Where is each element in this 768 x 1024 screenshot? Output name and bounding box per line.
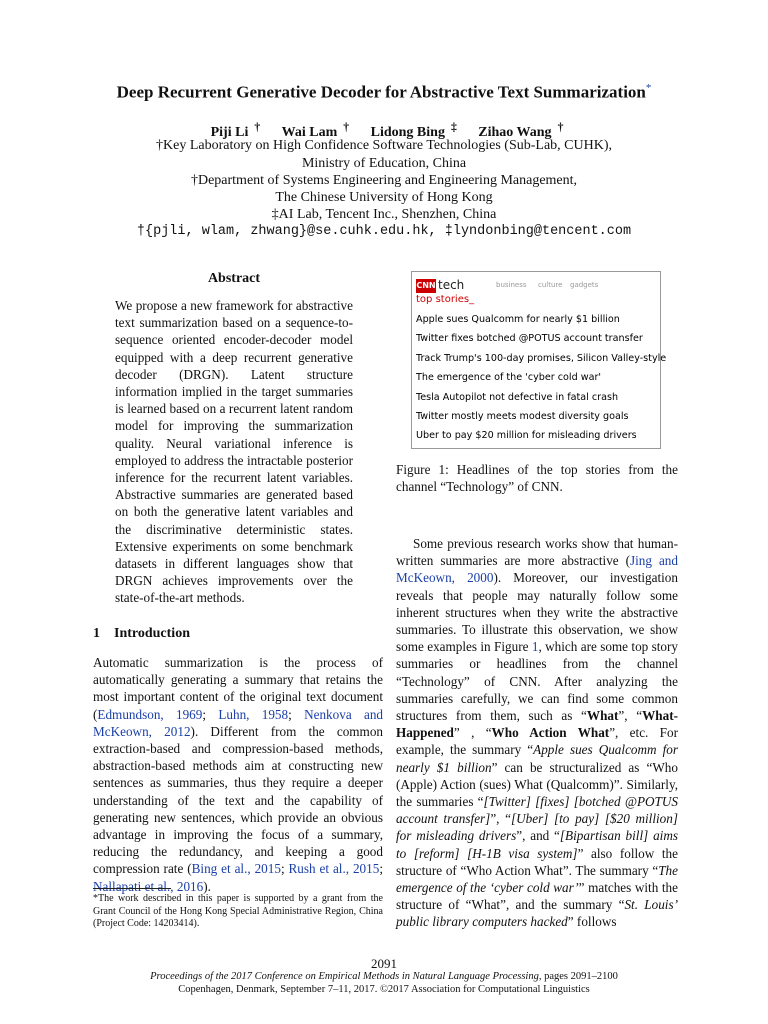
author: Lidong Bing ‡ xyxy=(370,120,457,140)
figure-ref-link[interactable]: 1 xyxy=(531,639,539,655)
footnote: *The work described in this paper is supported by a grant from the Grant Council of the Hong Kong Special Administrative Region, China (Project Code: 14203414). xyxy=(93,893,383,930)
title-footnote-mark[interactable]: * xyxy=(645,82,652,94)
cnn-header xyxy=(416,278,656,294)
affiliation-line: ‡AI Lab, Tencent Inc., Shenzhen, China xyxy=(271,207,497,222)
author: Piji Li † xyxy=(210,120,261,140)
headline-list xyxy=(416,310,667,446)
nav-item: gadgets xyxy=(570,281,599,289)
author: Wai Lam † xyxy=(281,120,350,140)
affiliation-line: The Chinese University of Hong Kong xyxy=(275,190,493,205)
section-label: tech xyxy=(438,278,465,292)
proceedings-footer: Proceedings of the 2017 Conference on Empirical Methods in Natural Language Processing, pages 2091–2100 Copenhagen, Denmark, September 7–11, 2017. ©2017 Association for Computational Linguistics xyxy=(150,971,618,995)
headline: Apple sues Qualcomm for nearly $1 billion xyxy=(416,314,620,325)
headline: Track Trump's 100-day promises, Silicon Valley-style xyxy=(416,352,667,364)
citation-link[interactable]: Luhn, 1958 xyxy=(218,706,289,722)
citation-link[interactable]: Jing and McKeown, 2000 xyxy=(396,553,678,586)
citation-link[interactable]: Nenkova and McKeown, 2012 xyxy=(93,706,384,739)
affiliation-line: †Key Laboratory on High Confidence Software Technologies (Sub-Lab, CUHK), xyxy=(156,138,612,153)
section-heading: 1 Introduction xyxy=(93,626,190,641)
headline: The emergence of the 'cyber cold war' xyxy=(416,372,602,384)
cnn-logo: CNN xyxy=(416,279,436,293)
headline: Tesla Autopilot not defective in fatal crash xyxy=(416,391,619,403)
citation-link[interactable]: Nallapati et al., 2016 xyxy=(93,878,204,894)
author: Zihao Wang † xyxy=(478,120,564,140)
nav-item: culture xyxy=(538,281,563,289)
footnote-rule xyxy=(93,888,171,889)
citation-link[interactable]: Bing et al., 2015 xyxy=(191,861,281,877)
headline: Twitter mostly meets modest diversity goals xyxy=(416,411,629,423)
body-paragraph: Some previous research works show that human-written summaries are more abstractive (Jing and McKeown, 2000). Moreover, our investigation reveals that people may naturally follow some inherent structures when they write the abstractive summaries. To illustrate this observation, we show some examples in Figure 1, which are some top story summaries or headlines from the channel “Technology” of CNN. After analyzing the summaries carefully, we can find some common structures from them, such as “What”, “What-Happened” , “Who Action What”, etc. For example, the summary “Apple sues Qualcomm for nearly $1 billion” can be structuralized as “Who (Apple) Action (sues) What (Qualcomm)”. Similarly, the summaries “[Twitter] [fixes] [botched @POTUS account transfer]”, “[Uber] [to pay] [$20 million] for misleading drivers”, and “[Bipartisan bill] aims to [reform] [H-1B visa system]” also follow the structure of “Who Action What”. The summary “The emergence of the ‘cyber cold war’” matches with the structure of “What”, and the summary “St. Louis’ public library computers hacked” follows xyxy=(396,536,679,930)
paper-title xyxy=(0,82,768,103)
affiliation-line: †Department of Systems Engineering and Engineering Management, xyxy=(190,173,578,188)
citation-link[interactable]: Rush et al., 2015 xyxy=(288,861,380,877)
abstract-heading: Abstract xyxy=(207,271,261,286)
title-text: Deep Recurrent Generative Decoder for Abstractive Text Summarization xyxy=(116,82,646,102)
intro-paragraph: Automatic summarization is the process of automatically generating a summary that retains the most important content of the original text document (Edmundson, 1969; Luhn, 1958; Nenkova and McKeown, 2012). Different from the common extraction-based and compression-based methods, abstraction-based methods aim at constructing new sentences as summaries, thus they require a deeper understanding of the text and the capability of generating new sentences, which provide an obvious advantage in improving the focus of a summary, reducing the redundancy, and keeping a good compression rate (Bing et al., 2015; Rush et al., 2015; Nallapati et al., 2016). xyxy=(93,655,384,894)
page-number: 2091 xyxy=(371,956,397,971)
headline: Uber to pay $20 million for misleading drivers xyxy=(416,430,637,442)
author-emails: †{pjli, wlam, zhwang}@se.cuhk.edu.hk, ‡lyndonbing@tencent.com xyxy=(136,224,632,239)
affiliation-line: Ministry of Education, China xyxy=(301,156,467,171)
top-stories-label: top stories_ xyxy=(416,294,475,305)
abstract-text: We propose a new framework for abstractive text summarization based on a sequence-to-sequence oriented encoder-decoder model equipped with a deep recurrent generative decoder (DRGN). Latent structure information implied in the target summaries is learned based on a recurrent latent random model for improving the summarization quality. Neural variational inference is employed to address the intractable posterior inference for the recurrent latent variables. Abstractive summaries are generated based on both the generative latent variables and the discriminative deterministic states. Extensive experiments on some benchmark datasets in different languages show that DRGN achieves improvements over the state-of-the-art methods. xyxy=(115,298,353,606)
nav-item: business xyxy=(496,281,527,289)
citation-link[interactable]: Edmundson, 1969 xyxy=(97,706,203,722)
figure-caption: Figure 1: Headlines of the top stories from the channel “Technology” of CNN. xyxy=(396,462,678,495)
headline: Twitter fixes botched @POTUS account transfer xyxy=(416,333,643,345)
figure-cnn-headlines xyxy=(411,271,667,449)
